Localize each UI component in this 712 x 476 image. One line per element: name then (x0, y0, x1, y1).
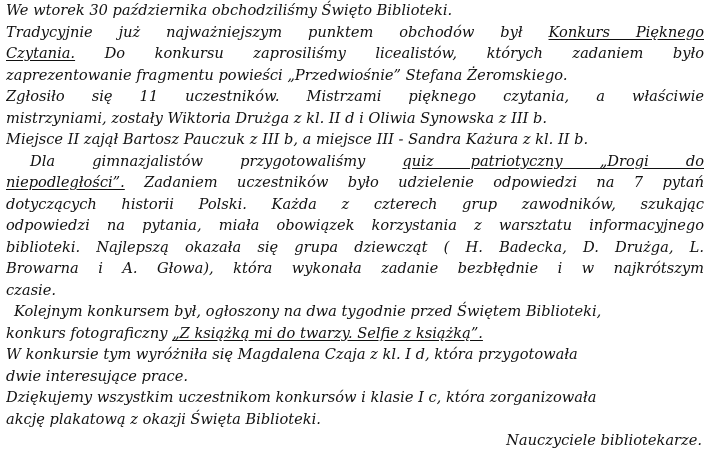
paragraph-3-line-7: czasie. (6, 281, 56, 299)
paragraph-3-line-4: odpowiedzi na pytania, miała obowiązek korzystania z warsztatu informacyjnego (6, 217, 704, 234)
paragraph-4-text: konkurs fotograficzny (6, 324, 168, 342)
quiz-name-part-2: niepodległości”. (6, 174, 125, 191)
paragraph-3-line-5: biblioteki. Najlepszą okazała się grupa dziewcząt ( H. Badecka, D. Drużga, L. (6, 238, 704, 256)
paragraph-3-line-3: dotyczących historii Polski. Każda z czterech grup zawodników, szukając (6, 195, 704, 213)
paragraph-2-line-2 (6, 43, 704, 65)
paragraph-2-line-6: Miejsce II zajął Bartosz Pauczuk z III b, a miejsce III - Sandra Każura z kl. II b. (6, 131, 589, 148)
paragraph-2-text: Do konkursu zaprosiliśmy licealistów, których zadaniem było (104, 45, 704, 62)
contest-name-part-2: Czytania. (6, 45, 76, 62)
paragraph-2-line-1 (6, 22, 704, 44)
paragraph-4-line-3: W konkursie tym wyróżniła się Magdalena Czaja z kl. I d, która przygotowała (6, 346, 578, 363)
contest-name-part-1: Konkurs Pięknego (548, 23, 704, 41)
paragraph-2-text: Tradycyjnie już najważniejszym punktem obchodów był (6, 23, 523, 41)
photo-contest-title: „Z książką mi do twarzy. Selfie z książką”. (172, 324, 483, 342)
paragraph-4-line-4: dwie interesujące prace. (6, 367, 188, 385)
paragraph-4-line-1: Kolejnym konkursem był, ogłoszony na dwa tygodnie przed Świętem Biblioteki, (14, 303, 602, 320)
paragraph-2-line-5: mistrzyniami, zostały Wiktoria Drużga z kl. II d i Oliwia Synowska z III b. (6, 109, 548, 127)
paragraph-3-text: Dla gimnazjalistów przygotowaliśmy (30, 152, 366, 170)
paragraph-5-line-1: Dziękujemy wszystkim uczestnikom konkursów i klasie I c, która zorganizowała (6, 389, 597, 406)
paragraph-4-line-2 (6, 323, 704, 345)
paragraph-3-text: Zadaniem uczestników było udzielenie odpowiedzi na 7 pytań (144, 174, 704, 191)
signature: Nauczyciele bibliotekarze. (506, 432, 702, 449)
paragraph-5-line-2: akcję plakatową z okazji Święta Biblioteki. (6, 410, 321, 428)
paragraph-3-line-2 (6, 172, 704, 194)
paragraph-3-line-1 (6, 151, 704, 173)
paragraph-3-line-6: Browarna i A. Głowa), która wykonała zadanie bezbłędnie i w najkrótszym (6, 260, 704, 277)
paragraph-2-line-4: Zgłosiło się 11 uczestników. Mistrzami pięknego czytania, a właściwie (6, 88, 704, 105)
paragraph-2-line-3: zaprezentowanie fragmentu powieści „Przedwiośnie” Stefana Żeromskiego. (6, 66, 568, 84)
quiz-name-part-1: quiz patriotyczny „Drogi do (402, 152, 704, 170)
paragraph-1-line-1: We wtorek 30 października obchodziliśmy Święto Biblioteki. (6, 2, 453, 19)
